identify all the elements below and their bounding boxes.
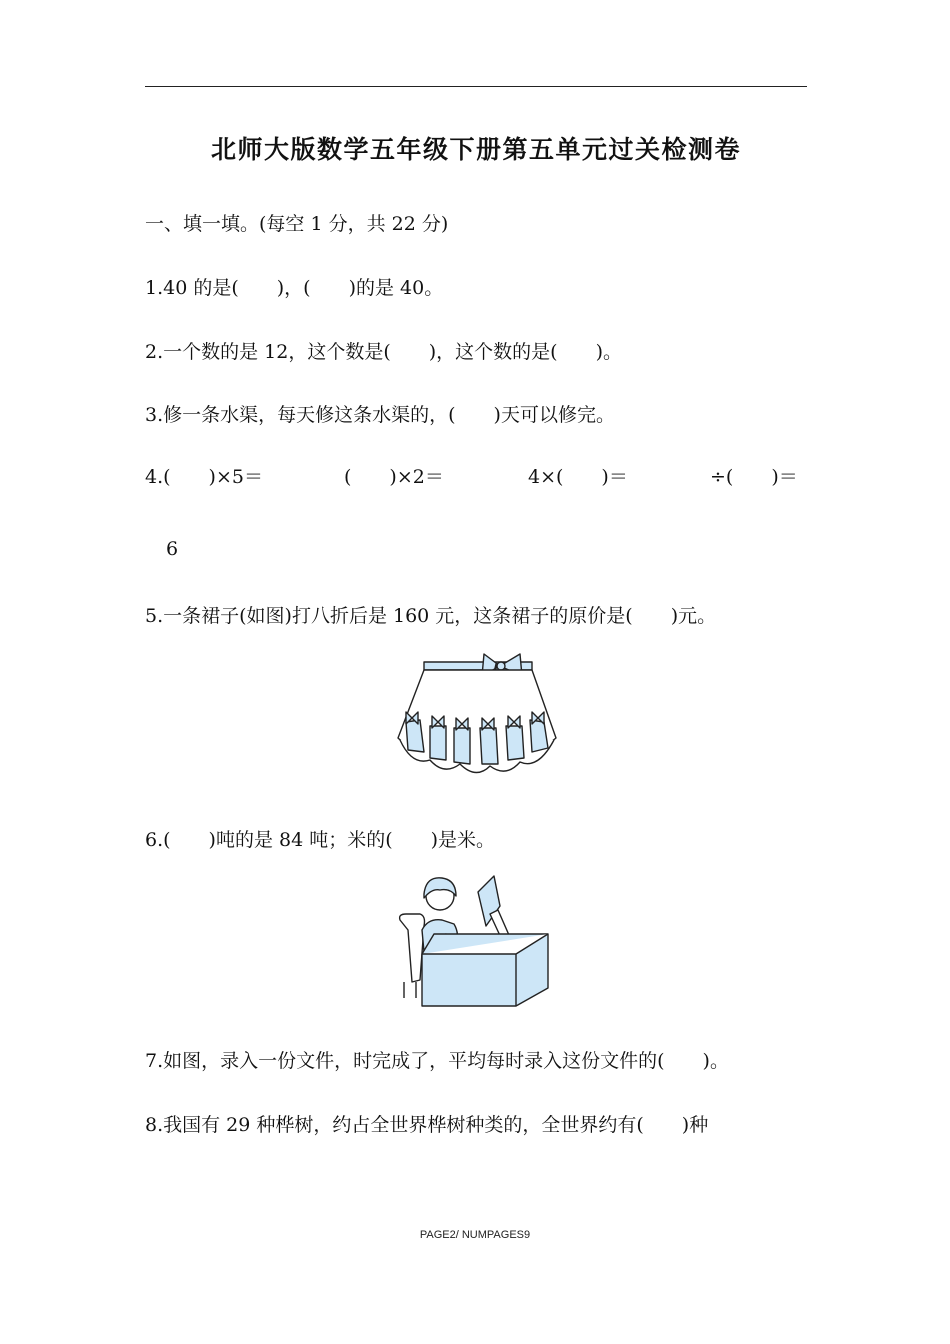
question-2: 2.一个数的是 12，这个数是( )，这个数的是( )。 <box>145 341 622 363</box>
question-4-part-d: ÷( )＝ <box>710 466 798 488</box>
section-heading: 一、填一填。(每空 1 分，共 22 分) <box>145 213 449 235</box>
question-1: 1.40 的是( )，( )的是 40。 <box>145 277 444 299</box>
question-4-part-a: 4.( )×5＝ <box>145 466 263 488</box>
question-6: 6.( )吨的是 84 吨；米的( )是米。 <box>145 829 496 851</box>
skirt-illustration <box>390 648 562 783</box>
page-title: 北师大版数学五年级下册第五单元过关检测卷 <box>210 135 741 164</box>
question-3: 3.修一条水渠，每天修这条水渠的，( )天可以修完。 <box>145 404 615 426</box>
page-footer: PAGE2/ NUMPAGES9 <box>419 1229 531 1241</box>
boy-computer-illustration <box>394 870 554 1010</box>
question-5: 5.一条裙子(如图)打八折后是 160 元，这条裙子的原价是( )元。 <box>145 605 717 627</box>
question-8: 8.我国有 29 种桦树，约占全世界桦树种类的，全世界约有( )种 <box>145 1114 709 1136</box>
question-4-tail: 6 <box>166 538 179 560</box>
question-4-part-c: 4×( )＝ <box>528 466 628 488</box>
question-4-part-b: ( )×2＝ <box>344 466 444 488</box>
header-rule <box>145 86 807 87</box>
question-7: 7.如图，录入一份文件，时完成了，平均每时录入这份文件的( )。 <box>145 1050 729 1072</box>
